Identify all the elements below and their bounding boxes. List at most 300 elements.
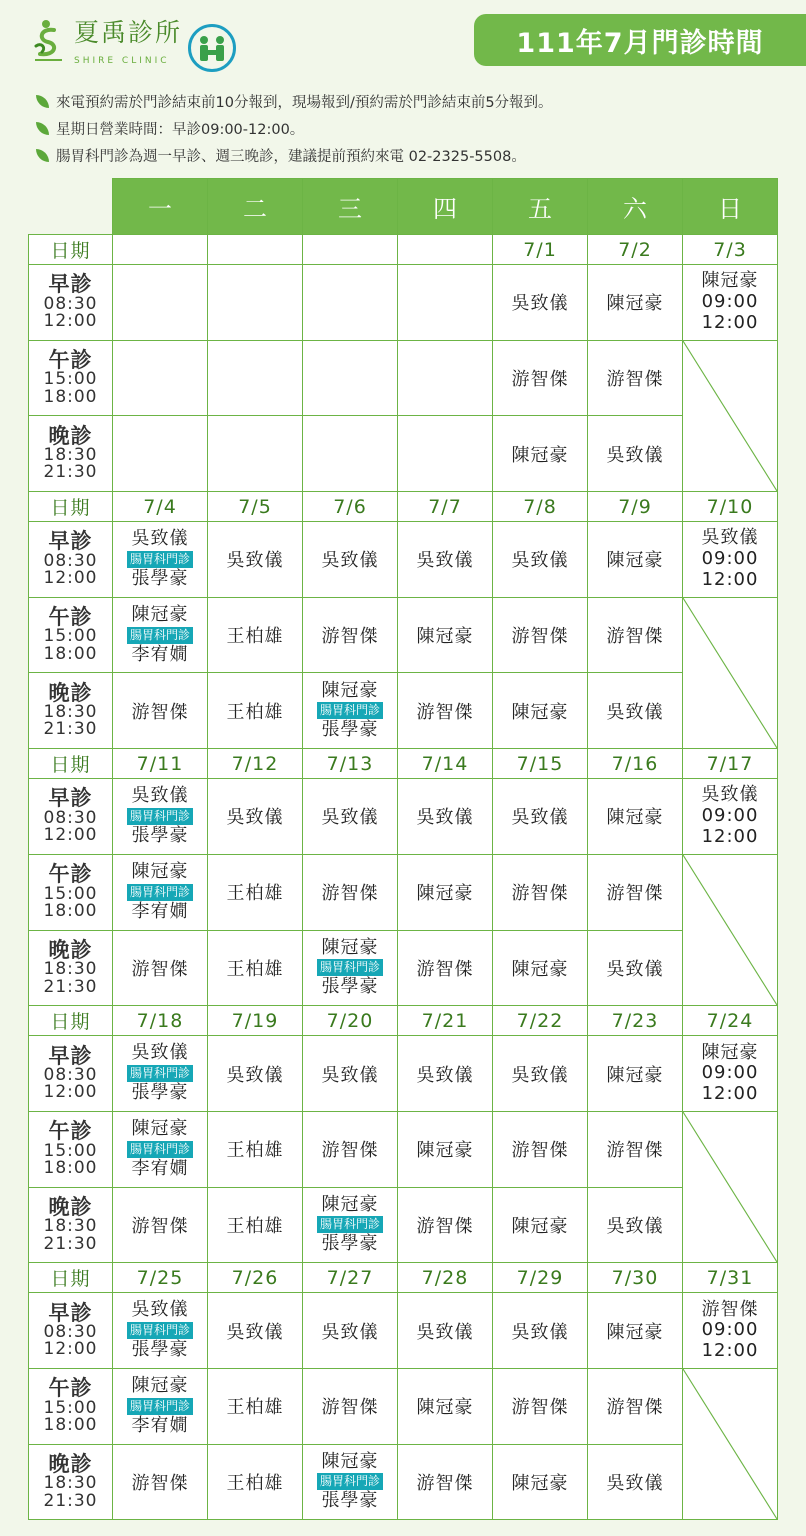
doctor-name: 吳致儀 bbox=[226, 550, 284, 572]
doctor-name: 王柏雄 bbox=[226, 626, 284, 648]
date-cell: 7/20 bbox=[303, 1006, 398, 1036]
doctor-name: 陳冠豪 bbox=[606, 1064, 664, 1086]
slot-row-afternoon bbox=[29, 854, 778, 930]
doctor-name: 吳致儀 bbox=[511, 550, 569, 572]
doctor-cell bbox=[208, 265, 303, 341]
clinic-name: 夏禹診所 bbox=[74, 18, 183, 47]
doctor-name: 游智傑 bbox=[416, 1215, 474, 1237]
doctor-name: 游智傑 bbox=[511, 883, 569, 905]
schedule-table bbox=[28, 178, 778, 1514]
doctor-name: 吳致儀 bbox=[606, 958, 664, 980]
doctor-name: 陳冠豪 bbox=[511, 444, 569, 466]
slot-name: 晚診 bbox=[48, 1451, 93, 1476]
weekday-header: 一 bbox=[113, 179, 208, 235]
slot-name: 午診 bbox=[48, 1119, 93, 1144]
doctor-cell bbox=[398, 522, 493, 598]
doctor-cell bbox=[303, 779, 398, 855]
doctor-name: 王柏雄 bbox=[226, 883, 284, 905]
doctor-name: 吳致儀 bbox=[321, 1321, 379, 1343]
doctor-name: 陳冠豪 bbox=[321, 936, 379, 958]
date-row bbox=[29, 1263, 778, 1293]
doctor-cell bbox=[588, 597, 683, 673]
date-cell bbox=[208, 235, 303, 265]
slot-name: 晚診 bbox=[48, 680, 93, 705]
doctor-cell bbox=[493, 673, 588, 749]
doctor-cell bbox=[493, 930, 588, 1006]
doctor-name: 陳冠豪 bbox=[416, 626, 474, 648]
slot-end: 21:30 bbox=[43, 719, 98, 740]
date-cell: 7/6 bbox=[303, 492, 398, 522]
doctor-name: 游智傑 bbox=[511, 369, 569, 391]
doctor-cell bbox=[493, 854, 588, 930]
doctor-cell bbox=[208, 416, 303, 492]
slot-start: 18:30 bbox=[43, 702, 98, 723]
doctor-name: 游智傑 bbox=[511, 626, 569, 648]
date-cell: 7/22 bbox=[493, 1006, 588, 1036]
date-cell bbox=[303, 235, 398, 265]
doctor-cell bbox=[208, 1293, 303, 1369]
slot-start: 08:30 bbox=[43, 293, 98, 314]
doctor-cell bbox=[493, 1187, 588, 1263]
slot-end: 18:00 bbox=[43, 643, 98, 664]
date-cell: 7/18 bbox=[113, 1006, 208, 1036]
doctor-cell bbox=[588, 522, 683, 598]
doctor-cell bbox=[493, 265, 588, 341]
doctor-name: 吳致儀 bbox=[416, 1064, 474, 1086]
sunday-start: 09:00 bbox=[701, 291, 759, 312]
slot-end: 12:00 bbox=[43, 1339, 98, 1360]
doctor-cell bbox=[398, 1444, 493, 1520]
doctor-cell bbox=[588, 265, 683, 341]
slot-name: 晚診 bbox=[48, 423, 93, 448]
doctor-cell bbox=[683, 779, 778, 855]
doctor-cell bbox=[588, 854, 683, 930]
doctor-cell bbox=[113, 1036, 208, 1112]
doctor-name: 陳冠豪 bbox=[701, 270, 759, 292]
gi-doctor-name: 張學豪 bbox=[131, 567, 189, 589]
date-label: 日期 bbox=[29, 1263, 113, 1293]
slot-start: 18:30 bbox=[43, 1473, 98, 1494]
doctor-name: 吳致儀 bbox=[606, 1215, 664, 1237]
date-row bbox=[29, 492, 778, 522]
date-cell: 7/14 bbox=[398, 749, 493, 779]
doctor-name: 游智傑 bbox=[131, 1215, 189, 1237]
doctor-cell bbox=[493, 1444, 588, 1520]
date-cell: 7/12 bbox=[208, 749, 303, 779]
slot-name: 午診 bbox=[48, 1376, 93, 1401]
slot-row-evening bbox=[29, 416, 778, 492]
date-cell: 7/15 bbox=[493, 749, 588, 779]
slot-label bbox=[29, 779, 113, 855]
doctor-cell bbox=[208, 854, 303, 930]
doctor-cell bbox=[493, 522, 588, 598]
slot-end: 18:00 bbox=[43, 900, 98, 921]
doctor-cell bbox=[493, 779, 588, 855]
slot-start: 18:30 bbox=[43, 959, 98, 980]
date-cell: 7/26 bbox=[208, 1263, 303, 1293]
doctor-cell bbox=[113, 1187, 208, 1263]
slot-start: 08:30 bbox=[43, 1064, 98, 1085]
doctor-name: 游智傑 bbox=[321, 1140, 379, 1162]
date-cell: 7/5 bbox=[208, 492, 303, 522]
date-cell: 7/31 bbox=[683, 1263, 778, 1293]
sunday-start: 09:00 bbox=[701, 805, 759, 827]
sunday-closed-cell bbox=[683, 1368, 778, 1519]
date-cell: 7/13 bbox=[303, 749, 398, 779]
doctor-name: 吳致儀 bbox=[226, 807, 284, 829]
weekday-header: 日 bbox=[683, 179, 778, 235]
slot-row-evening bbox=[29, 1444, 778, 1520]
doctor-cell bbox=[208, 1187, 303, 1263]
date-cell: 7/4 bbox=[113, 492, 208, 522]
slot-label bbox=[29, 1036, 113, 1112]
date-cell: 7/27 bbox=[303, 1263, 398, 1293]
doctor-cell bbox=[113, 930, 208, 1006]
slot-name: 午診 bbox=[48, 348, 93, 372]
doctor-cell bbox=[493, 340, 588, 416]
date-label: 日期 bbox=[29, 492, 113, 522]
doctor-name: 吳致儀 bbox=[131, 785, 189, 807]
doctor-name: 游智傑 bbox=[606, 369, 664, 391]
doctor-cell bbox=[303, 1368, 398, 1444]
slot-end: 21:30 bbox=[43, 1233, 98, 1254]
doctor-name: 陳冠豪 bbox=[416, 883, 474, 905]
date-row bbox=[29, 749, 778, 779]
date-row bbox=[29, 1006, 778, 1036]
date-cell: 7/2 bbox=[588, 235, 683, 265]
slot-label bbox=[29, 265, 113, 341]
doctor-name: 游智傑 bbox=[416, 701, 474, 723]
doctor-name: 陳冠豪 bbox=[416, 1397, 474, 1419]
sunday-end: 12:00 bbox=[701, 825, 759, 847]
date-label: 日期 bbox=[29, 1006, 113, 1036]
gi-clinic-badge: 腸胃科門診 bbox=[127, 551, 193, 568]
slot-label bbox=[29, 416, 113, 492]
doctor-cell bbox=[208, 522, 303, 598]
doctor-name: 游智傑 bbox=[606, 883, 664, 905]
doctor-cell bbox=[113, 673, 208, 749]
doctor-cell bbox=[208, 1036, 303, 1112]
date-cell: 7/30 bbox=[588, 1263, 683, 1293]
gi-clinic-badge: 腸胃科門診 bbox=[127, 1322, 193, 1339]
doctor-cell bbox=[303, 1036, 398, 1112]
doctor-name: 吳致儀 bbox=[416, 1321, 474, 1343]
doctor-name: 吳致儀 bbox=[321, 550, 379, 572]
doctor-name: 游智傑 bbox=[606, 1397, 664, 1419]
slot-name: 早診 bbox=[48, 786, 93, 811]
gi-clinic-badge: 腸胃科門診 bbox=[317, 1216, 383, 1233]
slot-end: 12:00 bbox=[43, 568, 98, 589]
doctor-cell bbox=[208, 597, 303, 673]
weekday-header: 五 bbox=[493, 179, 588, 235]
doctor-name: 游智傑 bbox=[131, 958, 189, 980]
doctor-name: 吳致儀 bbox=[606, 444, 664, 466]
doctor-cell bbox=[683, 265, 778, 341]
slot-start: 08:30 bbox=[43, 807, 98, 828]
slot-end: 12:00 bbox=[43, 825, 98, 846]
doctor-name: 陳冠豪 bbox=[131, 603, 189, 625]
date-cell bbox=[398, 235, 493, 265]
notice-item bbox=[36, 115, 796, 142]
slot-label bbox=[29, 854, 113, 930]
doctor-name: 陳冠豪 bbox=[511, 701, 569, 723]
doctor-cell bbox=[208, 340, 303, 416]
slot-end: 18:00 bbox=[43, 1157, 98, 1178]
doctor-name: 王柏雄 bbox=[226, 1215, 284, 1237]
gi-clinic-badge: 腸胃科門診 bbox=[127, 808, 193, 825]
slot-start: 15:00 bbox=[43, 626, 98, 647]
gi-doctor-name: 張學豪 bbox=[321, 1490, 379, 1512]
slot-label bbox=[29, 930, 113, 1006]
gi-doctor-name: 李宥嫺 bbox=[131, 1414, 189, 1436]
date-cell: 7/8 bbox=[493, 492, 588, 522]
gi-doctor-name: 張學豪 bbox=[321, 976, 379, 998]
doctor-cell bbox=[303, 597, 398, 673]
doctor-cell bbox=[493, 1111, 588, 1187]
doctor-name: 游智傑 bbox=[321, 883, 379, 905]
doctor-cell bbox=[208, 930, 303, 1006]
slot-row-morning bbox=[29, 1036, 778, 1112]
doctor-cell bbox=[398, 265, 493, 341]
slot-row-evening bbox=[29, 1187, 778, 1263]
doctor-name: 王柏雄 bbox=[226, 1472, 284, 1494]
doctor-cell bbox=[113, 597, 208, 673]
doctor-name: 吳致儀 bbox=[701, 784, 759, 806]
doctor-name: 游智傑 bbox=[606, 626, 664, 648]
doctor-cell bbox=[493, 597, 588, 673]
sunday-start: 09:00 bbox=[701, 1319, 759, 1341]
doctor-cell bbox=[113, 522, 208, 598]
date-cell: 7/17 bbox=[683, 749, 778, 779]
gi-clinic-badge: 腸胃科門診 bbox=[127, 627, 193, 644]
doctor-cell bbox=[588, 1293, 683, 1369]
doctor-name: 陳冠豪 bbox=[606, 1321, 664, 1343]
doctor-name: 陳冠豪 bbox=[606, 293, 664, 315]
gi-doctor-name: 張學豪 bbox=[131, 1339, 189, 1361]
doctor-name: 游智傑 bbox=[131, 701, 189, 723]
notice-item bbox=[36, 88, 796, 115]
date-cell: 7/3 bbox=[683, 235, 778, 265]
doctor-cell bbox=[588, 1187, 683, 1263]
doctor-name: 陳冠豪 bbox=[511, 958, 569, 980]
doctor-cell bbox=[588, 673, 683, 749]
slot-label bbox=[29, 1368, 113, 1444]
notice-text: 來電預約需於門診結束前10分報到，現場報到/預約需於門診結束前5分報到。 bbox=[56, 95, 553, 111]
doctor-name: 吳致儀 bbox=[701, 527, 759, 549]
doctor-cell bbox=[398, 597, 493, 673]
date-cell: 7/10 bbox=[683, 492, 778, 522]
sunday-end: 12:00 bbox=[701, 311, 759, 333]
doctor-cell bbox=[398, 1293, 493, 1369]
doctor-name: 陳冠豪 bbox=[131, 1118, 189, 1140]
date-label: 日期 bbox=[29, 235, 113, 265]
slot-end: 12:00 bbox=[43, 311, 98, 332]
doctor-cell bbox=[208, 673, 303, 749]
doctor-cell bbox=[303, 1111, 398, 1187]
doctor-cell bbox=[683, 1036, 778, 1112]
doctor-cell bbox=[588, 779, 683, 855]
sunday-start: 09:00 bbox=[701, 548, 759, 570]
doctor-cell bbox=[588, 416, 683, 492]
doctor-cell bbox=[303, 522, 398, 598]
slot-label bbox=[29, 1444, 113, 1520]
doctor-cell bbox=[398, 1187, 493, 1263]
doctor-name: 游智傑 bbox=[701, 1298, 759, 1320]
slot-name: 早診 bbox=[48, 529, 93, 554]
doctor-name: 陳冠豪 bbox=[606, 550, 664, 572]
doctor-cell bbox=[303, 1187, 398, 1263]
doctor-name: 游智傑 bbox=[606, 1140, 664, 1162]
slot-start: 18:30 bbox=[43, 445, 98, 466]
doctor-name: 吳致儀 bbox=[511, 1321, 569, 1343]
leaf-icon bbox=[36, 122, 49, 135]
gi-clinic-badge: 腸胃科門診 bbox=[317, 959, 383, 976]
doctor-cell bbox=[398, 854, 493, 930]
header-corner bbox=[29, 179, 113, 235]
nhi-logo-icon bbox=[188, 24, 236, 72]
doctor-name: 王柏雄 bbox=[226, 1140, 284, 1162]
slot-row-afternoon bbox=[29, 597, 778, 673]
doctor-cell bbox=[113, 779, 208, 855]
weekday-header: 二 bbox=[208, 179, 303, 235]
gi-clinic-badge: 腸胃科門診 bbox=[127, 1398, 193, 1415]
doctor-cell bbox=[493, 1036, 588, 1112]
slot-start: 08:30 bbox=[43, 1321, 98, 1342]
doctor-name: 吳致儀 bbox=[226, 1064, 284, 1086]
date-cell: 7/29 bbox=[493, 1263, 588, 1293]
clinic-logo-icon bbox=[32, 18, 66, 64]
slot-row-afternoon bbox=[29, 1111, 778, 1187]
date-cell: 7/19 bbox=[208, 1006, 303, 1036]
gi-clinic-badge: 腸胃科門診 bbox=[317, 1473, 383, 1490]
date-cell: 7/24 bbox=[683, 1006, 778, 1036]
page-header bbox=[0, 0, 806, 86]
date-row bbox=[29, 235, 778, 265]
notice-list bbox=[36, 88, 796, 169]
leaf-icon bbox=[36, 149, 49, 162]
doctor-cell bbox=[113, 416, 208, 492]
doctor-cell bbox=[683, 1293, 778, 1369]
leaf-icon bbox=[36, 95, 49, 108]
doctor-cell bbox=[493, 1368, 588, 1444]
slot-row-evening bbox=[29, 930, 778, 1006]
gi-doctor-name: 張學豪 bbox=[131, 1082, 189, 1104]
slot-label bbox=[29, 673, 113, 749]
date-cell: 7/16 bbox=[588, 749, 683, 779]
slot-end: 21:30 bbox=[43, 1490, 98, 1511]
weekday-header: 六 bbox=[588, 179, 683, 235]
doctor-name: 游智傑 bbox=[321, 626, 379, 648]
doctor-cell bbox=[113, 1111, 208, 1187]
doctor-cell bbox=[493, 416, 588, 492]
doctor-cell bbox=[303, 673, 398, 749]
date-cell: 7/23 bbox=[588, 1006, 683, 1036]
gi-doctor-name: 李宥嫺 bbox=[131, 1157, 189, 1179]
doctor-name: 吳致儀 bbox=[416, 807, 474, 829]
notice-item bbox=[36, 142, 796, 169]
doctor-cell bbox=[303, 854, 398, 930]
doctor-cell bbox=[588, 930, 683, 1006]
weekday-header: 四 bbox=[398, 179, 493, 235]
slot-name: 早診 bbox=[48, 272, 93, 297]
slot-label bbox=[29, 1293, 113, 1369]
doctor-cell bbox=[303, 340, 398, 416]
doctor-cell bbox=[113, 854, 208, 930]
slot-row-afternoon bbox=[29, 1368, 778, 1444]
doctor-cell bbox=[398, 416, 493, 492]
slot-end: 21:30 bbox=[43, 462, 98, 483]
slot-start: 15:00 bbox=[43, 1140, 98, 1161]
doctor-name: 吳致儀 bbox=[606, 1472, 664, 1494]
slot-name: 晚診 bbox=[48, 1194, 93, 1219]
slot-row-morning bbox=[29, 1293, 778, 1369]
doctor-name: 吳致儀 bbox=[131, 528, 189, 550]
doctor-cell bbox=[303, 930, 398, 1006]
sunday-closed-cell bbox=[683, 597, 778, 748]
doctor-cell bbox=[113, 265, 208, 341]
slot-row-morning bbox=[29, 265, 778, 341]
slot-row-morning bbox=[29, 779, 778, 855]
doctor-cell bbox=[113, 1368, 208, 1444]
slot-label bbox=[29, 522, 113, 598]
doctor-name: 陳冠豪 bbox=[606, 807, 664, 829]
doctor-cell bbox=[588, 1444, 683, 1520]
gi-doctor-name: 張學豪 bbox=[321, 719, 379, 741]
date-cell: 7/28 bbox=[398, 1263, 493, 1293]
weekday-header: 三 bbox=[303, 179, 398, 235]
notice-text: 星期日營業時間：早診09:00-12:00。 bbox=[56, 122, 305, 138]
doctor-name: 游智傑 bbox=[321, 1397, 379, 1419]
doctor-name: 吳致儀 bbox=[131, 1042, 189, 1064]
date-label: 日期 bbox=[29, 749, 113, 779]
slot-start: 15:00 bbox=[43, 883, 98, 904]
doctor-name: 陳冠豪 bbox=[511, 1215, 569, 1237]
sunday-closed-cell bbox=[683, 854, 778, 1005]
slot-row-evening bbox=[29, 673, 778, 749]
gi-clinic-badge: 腸胃科門診 bbox=[127, 1141, 193, 1158]
doctor-cell bbox=[303, 265, 398, 341]
gi-clinic-badge: 腸胃科門診 bbox=[317, 702, 383, 719]
doctor-cell bbox=[208, 1368, 303, 1444]
slot-label bbox=[29, 597, 113, 673]
gi-doctor-name: 李宥嫺 bbox=[131, 900, 189, 922]
doctor-cell bbox=[303, 1444, 398, 1520]
doctor-cell bbox=[208, 779, 303, 855]
doctor-name: 陳冠豪 bbox=[701, 1041, 759, 1063]
gi-doctor-name: 張學豪 bbox=[131, 824, 189, 846]
clinic-name-en: SHIRE CLINIC bbox=[74, 56, 170, 66]
doctor-name: 吳致儀 bbox=[226, 1321, 284, 1343]
doctor-cell bbox=[588, 1368, 683, 1444]
doctor-name: 吳致儀 bbox=[321, 1064, 379, 1086]
doctor-name: 游智傑 bbox=[511, 1397, 569, 1419]
doctor-cell bbox=[398, 340, 493, 416]
slot-end: 18:00 bbox=[43, 1414, 98, 1435]
doctor-name: 游智傑 bbox=[511, 1140, 569, 1162]
slot-name: 早診 bbox=[48, 1043, 93, 1068]
doctor-name: 陳冠豪 bbox=[131, 860, 189, 882]
doctor-cell bbox=[588, 340, 683, 416]
doctor-cell bbox=[303, 1293, 398, 1369]
doctor-name: 王柏雄 bbox=[226, 1397, 284, 1419]
doctor-cell bbox=[113, 340, 208, 416]
date-cell: 7/25 bbox=[113, 1263, 208, 1293]
doctor-cell bbox=[398, 930, 493, 1006]
doctor-name: 吳致儀 bbox=[606, 701, 664, 723]
doctor-name: 游智傑 bbox=[131, 1472, 189, 1494]
doctor-cell bbox=[493, 1293, 588, 1369]
schedule-title: 111年7月門診時間 bbox=[474, 14, 806, 66]
